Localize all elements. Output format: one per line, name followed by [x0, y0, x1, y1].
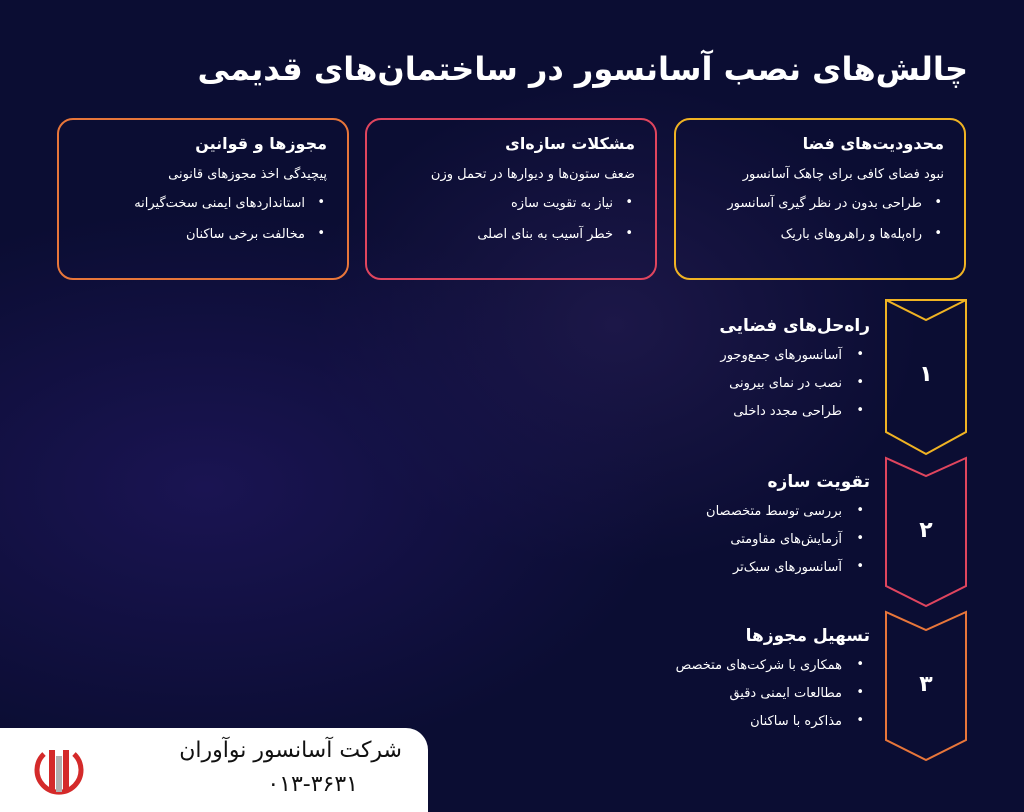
list-item: • همکاری با شرکت‌های متخصص	[540, 658, 870, 673]
step-number: ۳	[919, 672, 933, 697]
building-logo-icon	[30, 742, 88, 800]
step-block-2	[540, 472, 870, 588]
card-title: مجوزها و قوانین	[195, 134, 327, 153]
step-title: تقویت سازه	[767, 472, 870, 492]
step-title: تسهیل مجوزها	[745, 626, 870, 646]
card-structural-problems	[365, 118, 657, 280]
company-box	[0, 728, 428, 812]
step-number: ۱	[919, 362, 933, 387]
page-title: چالش‌های نصب آسانسور در ساختمان‌های قدیمی	[197, 50, 968, 88]
list-item: • استانداردهای ایمنی سخت‌گیرانه	[77, 196, 327, 211]
list-item: • مطالعات ایمنی دقیق	[540, 686, 870, 701]
list-item: • آزمایش‌های مقاومتی	[540, 532, 870, 547]
step-title: راه‌حل‌های فضایی	[719, 316, 870, 336]
step-block-1	[540, 316, 870, 432]
step-block-3	[540, 626, 870, 742]
list-item: • آسانسورهای جمع‌وجور	[540, 348, 870, 363]
company-name: شرکت آسانسور نوآوران	[179, 738, 402, 763]
list-item: • بررسی توسط متخصصان	[540, 504, 870, 519]
step-chevron-1	[884, 298, 968, 456]
list-item: • راه‌پله‌ها و راهروهای باریک	[694, 227, 944, 242]
card-permits-laws	[57, 118, 349, 280]
list-item: • نصب در نمای بیرونی	[540, 376, 870, 391]
card-space-limits	[674, 118, 966, 280]
card-subtitle: پیچیدگی اخذ مجوزهای قانونی	[168, 167, 327, 182]
card-title: مشکلات سازه‌ای	[505, 134, 635, 153]
list-item: • نیاز به تقویت سازه	[385, 196, 635, 211]
card-subtitle: نبود فضای کافی برای چاهک آسانسور	[742, 167, 944, 182]
list-item: • مذاکره با ساکنان	[540, 714, 870, 729]
step-number: ۲	[919, 518, 933, 543]
step-chevron-3	[884, 610, 968, 762]
company-phone: ۰۱۳-۳۶۳۱	[267, 772, 358, 797]
list-item: • مخالفت برخی ساکنان	[77, 227, 327, 242]
list-item: • طراحی مجدد داخلی	[540, 404, 870, 419]
step-chevron-2	[884, 456, 968, 608]
list-item: • آسانسورهای سبک‌تر	[540, 560, 870, 575]
card-title: محدودیت‌های فضا	[802, 134, 944, 153]
card-subtitle: ضعف ستون‌ها و دیوارها در تحمل وزن	[430, 167, 635, 182]
list-item: • طراحی بدون در نظر گیری آسانسور	[694, 196, 944, 211]
list-item: • خطر آسیب به بنای اصلی	[385, 227, 635, 242]
